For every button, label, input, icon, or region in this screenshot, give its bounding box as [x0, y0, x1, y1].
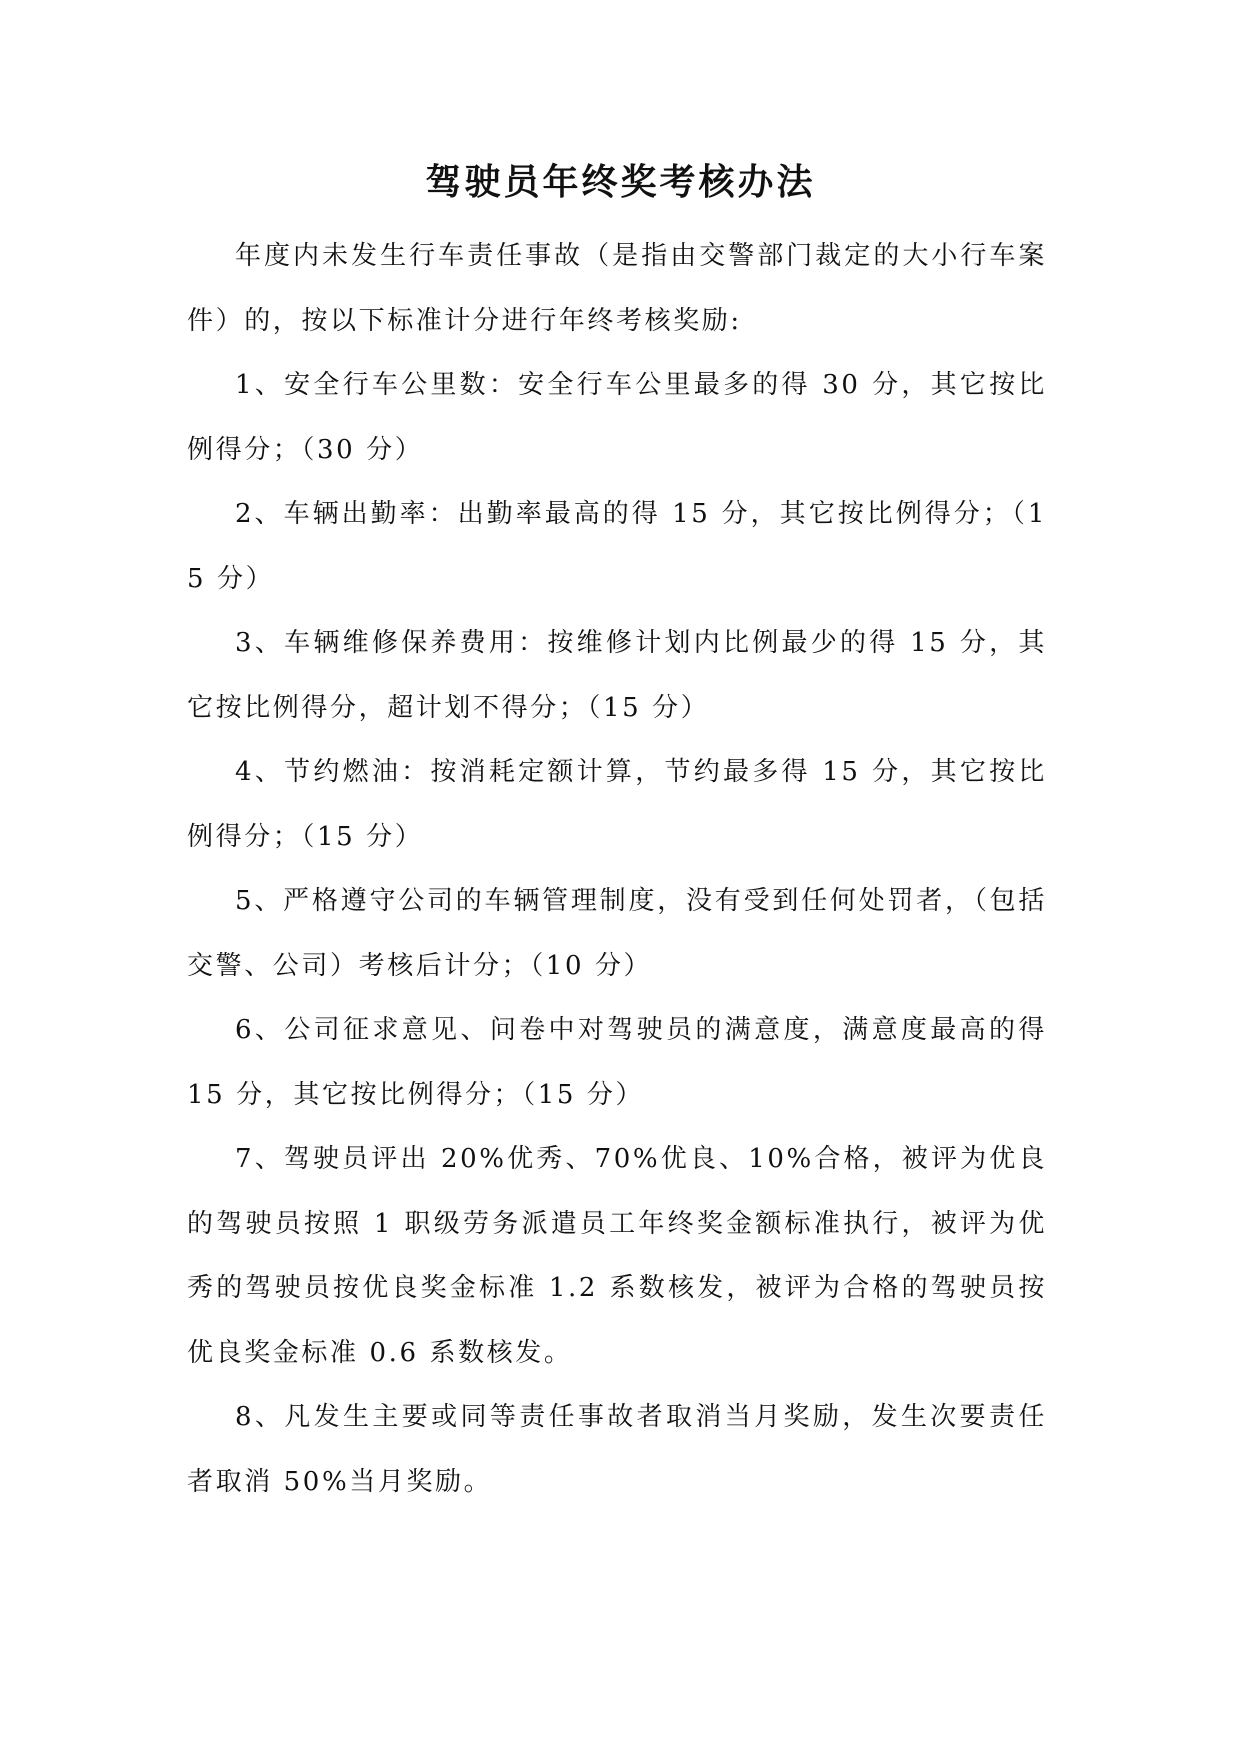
rule-8-paragraph: 8、凡发生主要或同等责任事故者取消当月奖励，发生次要责任者取消 50%当月奖励。: [187, 1402, 1047, 1497]
rule-3-paragraph: 3、车辆维修保养费用：按维修计划内比例最少的得 15 分，其它按比例得分，超计划不得分；（15 分）: [187, 628, 1047, 723]
intro-paragraph: 年度内未发生行车责任事故（是指由交警部门裁定的大小行车案件）的，按以下标准计分进行年终考核奖励:: [187, 241, 1047, 336]
rule-6-paragraph: 6、公司征求意见、问卷中对驾驶员的满意度，满意度最高的得 15 分，其它按比例得分；（15 分）: [187, 1015, 1047, 1110]
document-title: 驾驶员年终奖考核办法: [425, 161, 816, 203]
rule-1-paragraph: 1、安全行车公里数：安全行车公里最多的得 30 分，其它按比例得分；（30 分）: [187, 370, 1047, 465]
document-body: [187, 224, 1047, 1514]
rule-4-paragraph: 4、节约燃油：按消耗定额计算，节约最多得 15 分，其它按比例得分；（15 分）: [187, 757, 1047, 852]
rule-5-paragraph: 5、严格遵守公司的车辆管理制度，没有受到任何处罚者，（包括交警、公司）考核后计分；（10 分）: [187, 886, 1047, 981]
rule-2-paragraph: 2、车辆出勤率：出勤率最高的得 15 分，其它按比例得分；（15 分）: [187, 499, 1047, 594]
rule-7-paragraph: 7、驾驶员评出 20%优秀、70%优良、10%合格，被评为优良的驾驶员按照 1 职级劳务派遣员工年终奖金额标准执行，被评为优秀的驾驶员按优良奖金标准 1.2 系数核发，被评为合格的驾驶员按优良奖金标准 0.6 系数核发。: [187, 1144, 1047, 1368]
